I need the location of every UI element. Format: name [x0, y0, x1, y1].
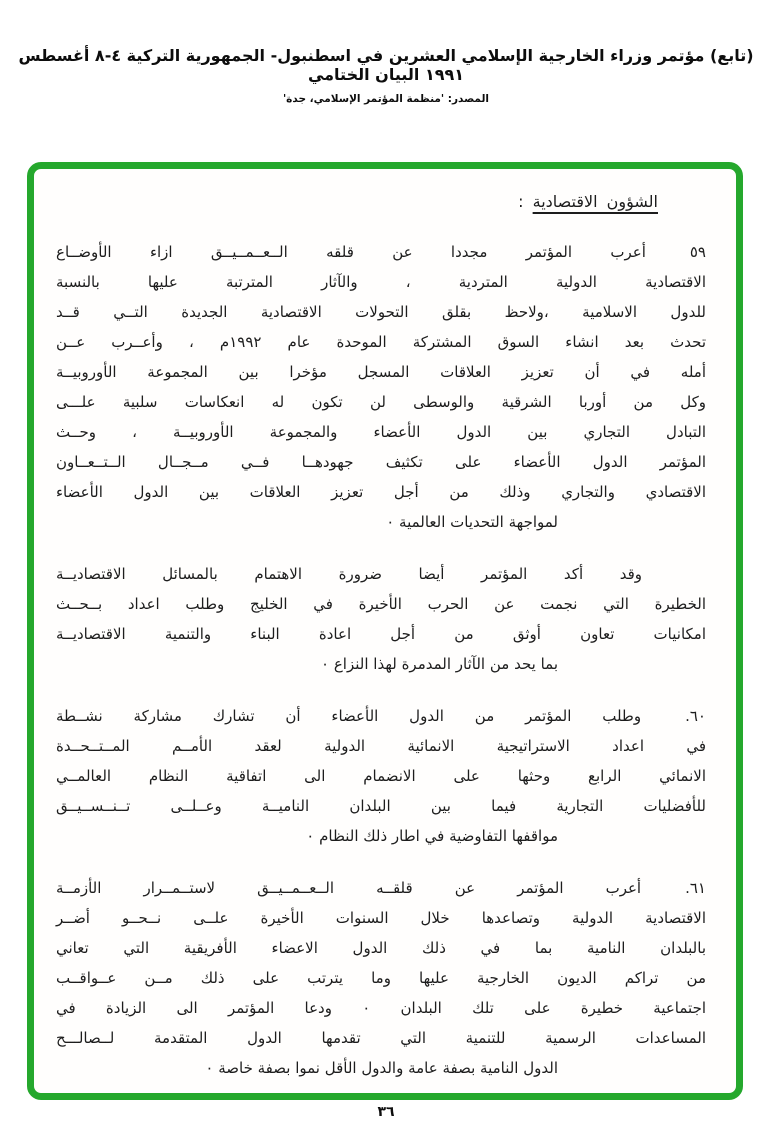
paragraph-line: الاقتصادية الدولية وتصاعدها خلال السنوات الأخيرة علــى نــحــو أضــر: [56, 909, 706, 927]
paragraph-line: أمله في أن تعزيز العلاقات المسجل مؤخرا بين المجموعة الأوروبيــة: [56, 363, 706, 381]
paragraph-line: اجتماعية خطيرة على تلك البلدان ٠ ودعا المؤتمر الى الزيادة في: [56, 999, 707, 1017]
paragraph-line: وكل من أوربا الشرقية والوسطى لن تكون له انعكاسات سلبية علـــى: [56, 393, 706, 411]
paragraph-line: للدول الاسلامية ،ولاحظ بقلق التحولات الاقتصادية الجديدة التــي قــد: [56, 303, 706, 321]
paragraph-line: من تراكم الديون الخارجية عليها وما يترتب على ذلك مــن عــواقــب: [56, 969, 706, 987]
paragraph-line: تحدث بعد انشاء السوق المشتركة الموحدة عام ١٩٩٢م ، وأعــرب عــن: [56, 333, 707, 351]
document-header: [0, 46, 772, 105]
paragraph-line: الخطيرة التي نجمت عن الحرب الأخيرة في الخليج وطلب اعداد بــحــث: [56, 595, 706, 613]
header-title: (تابع) مؤتمر وزراء الخارجية الإسلامي العشرين في اسطنبول- الجمهورية التركية ٤-٨ أغسطس ١٩٩١ البيان الختامي: [18, 46, 754, 84]
paragraph-line: الانمائي الرابع وحثها على الانضمام الى اتفاقية النظام العالمــي: [56, 767, 706, 785]
paragraph-line: في اعداد الاستراتيجية الانمائية الدولية لعقد الأمــم المــتــحــدة: [56, 737, 706, 755]
paragraph-line: الاقتصادي والتجاري وذلك من أجل تعزيز العلاقات بين الدول الأعضاء: [56, 483, 706, 501]
paragraph-line: [56, 701, 706, 731]
paragraph-line: [56, 237, 706, 267]
content-frame: [27, 162, 743, 1100]
paragraph-line: [56, 873, 706, 903]
paragraph-line: امكانيات تعاون أوثق من أجل اعادة البناء والتنمية الاقتصاديــة: [56, 625, 706, 643]
paragraph-line: التبادل التجاري بين الدول الأعضاء والمجموعة الأوروبيــة ، وحــث: [56, 423, 706, 441]
paragraph-59: [56, 237, 706, 537]
section-title: الشؤون الاقتصادية: [532, 192, 658, 211]
paragraph-59b: [56, 559, 706, 679]
paragraph-line: وقد أكد المؤتمر أيضا ضرورة الاهتمام بالمسائل الاقتصاديــة: [56, 565, 642, 583]
paragraph-number: ٦١.: [685, 879, 706, 897]
paragraph-line: المؤتمر الدول الأعضاء على تكثيف جهودهــا فــي مــجــال الــتــعــاون: [56, 453, 706, 471]
paragraph-line: الاقتصادية الدولية المتردية ، والآثار المترتبة عليها بالنسبة: [56, 273, 706, 291]
paragraph-line: لمواجهة التحديات العالمية ٠: [386, 513, 558, 531]
page-number: ٣٦: [377, 1104, 395, 1120]
paragraph-text: أعرب المؤتمر عن قلقــه الــعــمــيــق لاستــمــرار الأزمــة: [56, 879, 642, 897]
section-title-colon: :: [518, 192, 524, 211]
paragraph-line: بالبلدان النامية بما في ذلك الدول الاعضاء الأفريقية التي تعاني: [56, 939, 706, 957]
paragraph-60: [56, 701, 706, 851]
paragraph-61: [56, 873, 706, 1083]
header-source: المصدر: 'منظمة المؤتمر الإسلامي، جدة': [282, 93, 490, 105]
section-title-row: [56, 187, 658, 217]
paragraph-text: أعرب المؤتمر مجددا عن قلقه الــعــمــيــق ازاء الأوضــاع: [56, 243, 646, 261]
paragraph-line: الدول النامية بصفة عامة والدول الأقل نموا بصفة خاصة ٠: [205, 1059, 558, 1077]
paragraph-text: وطلب المؤتمر من الدول الأعضاء أن تشارك مشاركة نشــطة: [56, 707, 642, 725]
paragraph-line: المساعدات الرسمية للتنمية التي تقدمها الدول المتقدمة لــصالـــح: [56, 1029, 706, 1047]
paragraph-number: ٥٩: [689, 243, 706, 261]
paragraph-line: مواقفها التفاوضية في اطار ذلك النظام ٠: [306, 827, 558, 845]
paragraph-line: بما يحد من الآثار المدمرة لهذا النزاع ٠: [321, 655, 558, 673]
paragraph-number: ٦٠.: [685, 707, 706, 725]
paragraph-line: للأفضليات التجارية فيما بين البلدان الناميــة وعــلــى تــنــســيــق: [56, 797, 706, 815]
